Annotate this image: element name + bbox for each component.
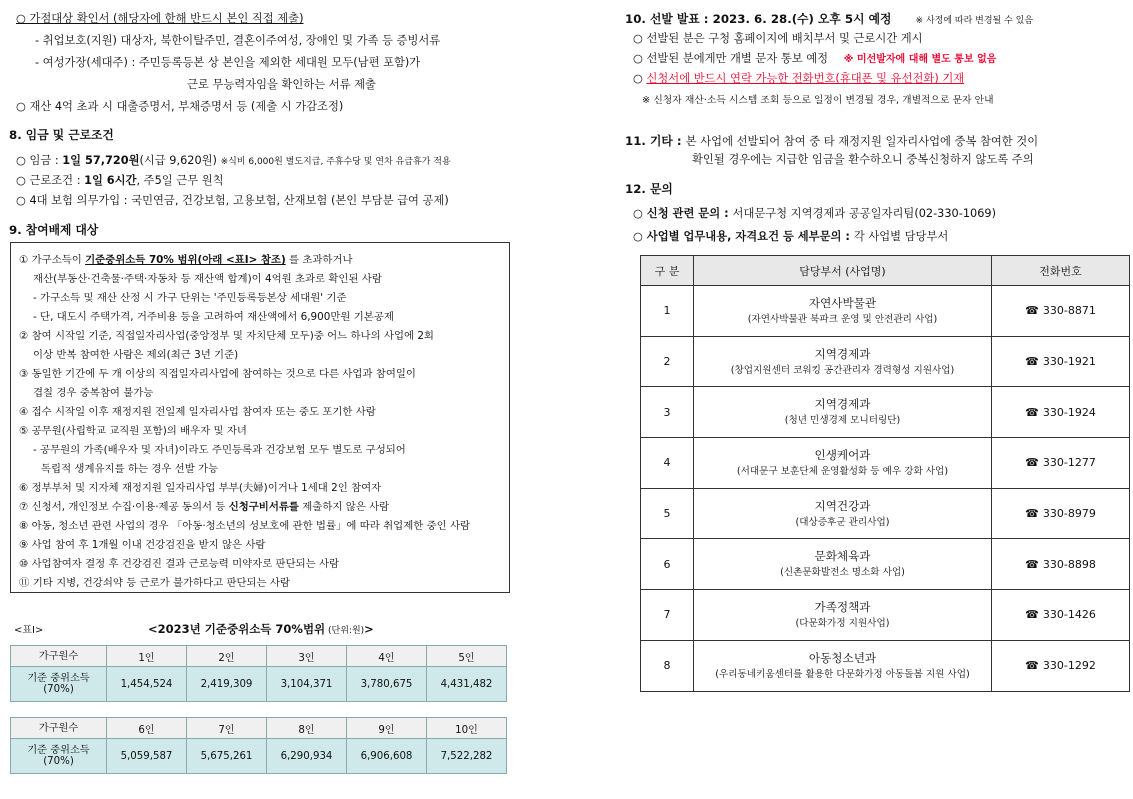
exclusion-3-cont: 겹칠 경우 중복참여 불가능 xyxy=(33,387,154,399)
wage-note: ※식비 6,000원 별도지급, 주휴수당 및 연차 유급휴가 적용 xyxy=(220,157,451,167)
exclusion-5-note-cont: 독립적 생계유지를 하는 경우 선발 가능 xyxy=(41,463,219,475)
announce-line-2-text: ○ 선발된 분에게만 개별 문자 통보 예정 xyxy=(633,52,829,65)
phone-icon: ☎ xyxy=(1025,608,1039,622)
exclusion-box xyxy=(10,242,510,593)
section-10-heading xyxy=(625,11,1033,29)
row-phone xyxy=(992,640,1130,691)
section-9-heading: 9. 참여배제 대상 xyxy=(9,223,99,237)
row-phone xyxy=(992,387,1130,438)
exclusion-11: ⑪ 기타 지병, 건강쇠약 등 근로가 불가하다고 판단되는 사람 xyxy=(19,577,290,589)
female-head-line-2: 근로 무능력자임을 확인하는 서류 제출 xyxy=(187,78,376,91)
exclusion-7-a: ⑦ 신청서, 개인정보 수집·이용·제공 동의서 등 xyxy=(19,501,229,513)
exclusion-1-c: 를 초과하거나 xyxy=(285,254,353,266)
income-table-title xyxy=(148,621,374,639)
income-cell: 7,522,282 xyxy=(427,739,507,774)
dept-name: 지역경제과 xyxy=(814,397,871,412)
income-table-2-header xyxy=(11,718,507,739)
employment-protection-line: - 취업보호(지원) 대상자, 북한이탈주민, 결혼이주여성, 장애인 및 가족 등 증빙서류 xyxy=(35,34,441,47)
phone-number: 330-1921 xyxy=(1042,355,1096,369)
inquiry-2-value: 각 사업별 담당부서 xyxy=(853,230,949,243)
income-table-2 xyxy=(10,717,507,774)
table-tag: <표Ⅰ> xyxy=(14,625,44,636)
row-phone xyxy=(992,590,1130,641)
phone-icon: ☎ xyxy=(1025,456,1039,470)
dept-name: 가족정책과 xyxy=(814,599,871,614)
wage-line xyxy=(16,153,451,170)
exclusion-6: ⑥ 정부부처 및 지자체 재정지원 일자리사업 부부(夫婦)이거나 1세대 2인 참여자 xyxy=(19,482,382,494)
section-10-text: 10. 선발 발표 : 2023. 6. 28.(수) 오후 5시 예정 xyxy=(625,12,892,26)
row-dept xyxy=(694,286,992,337)
table-row xyxy=(641,488,1130,539)
wage-hourly: (시급 9,620원) xyxy=(139,154,221,167)
household-cell: 8인 xyxy=(267,718,347,739)
exclusion-7-c: 제출하지 않은 사람 xyxy=(298,501,390,513)
section-11-line xyxy=(625,133,1038,150)
inquiry-1-value: 서대문구청 지역경제과 공공일자리팀(02-330-1069) xyxy=(732,207,996,220)
project-name: (우리동네키움센터를 활용한 다문화가정 아동돌봄 지원 사업) xyxy=(715,668,970,680)
median-income-label-1: 기준 중위소득 xyxy=(27,673,90,684)
exclusion-8: ⑧ 아동, 청소년 관련 사업의 경우 「아동·청소년의 성보호에 관한 법률」에 따라 취업제한 중인 사람 xyxy=(19,520,471,532)
household-cell: 4인 xyxy=(347,646,427,667)
exclusion-1-a: ① 가구소득이 xyxy=(19,254,86,266)
income-cell: 4,431,482 xyxy=(427,667,507,702)
exclusion-5-note: - 공무원의 가족(배우자 및 자녀)이라도 주민등록과 건강보험 모두 별도로 구성되어 xyxy=(33,444,406,456)
bonus-certificate-line xyxy=(16,11,303,27)
project-name: (자연사박물관 북파크 운영 및 안전관리 사업) xyxy=(747,313,938,325)
row-dept xyxy=(694,387,992,438)
median-income-label xyxy=(11,667,107,702)
dept-name: 아동청소년과 xyxy=(808,650,877,665)
project-name: (청년 민생경제 모니터링단) xyxy=(784,415,901,427)
table-row xyxy=(641,640,1130,691)
row-dept xyxy=(694,539,992,590)
income-table-1-values xyxy=(11,667,507,702)
project-name: (창업지원센터 코워킹 공간관리자 경력형성 지원사업) xyxy=(730,364,955,376)
household-cell: 9인 xyxy=(347,718,427,739)
section-11-line-2: 확인될 경우에는 지급한 임금을 환수하오니 중복신청하지 않도록 주의 xyxy=(692,153,1034,166)
income-table-1 xyxy=(10,645,507,702)
exclusion-4: ④ 접수 시작일 이후 재정지원 전일제 일자리사업 참여자 또는 중도 포기한 사람 xyxy=(19,406,376,418)
income-table-title-end: > xyxy=(364,622,374,636)
exclusion-1-cont: 재산(부동산·건축물·주택·자동차 등 재산액 합계)이 4억원 초과로 확인된 사람 xyxy=(33,273,382,285)
income-cell: 6,906,608 xyxy=(347,739,427,774)
dept-name: 지역경제과 xyxy=(814,346,871,361)
income-table-unit: (단위:원) xyxy=(325,626,365,636)
inquiry-1-label: ○ 신청 관련 문의 : xyxy=(633,207,733,220)
phone-number: 330-8979 xyxy=(1042,507,1096,521)
row-number: 5 xyxy=(641,488,694,539)
table-row xyxy=(641,387,1130,438)
phone-number: 330-1924 xyxy=(1042,405,1096,419)
row-phone xyxy=(992,539,1130,590)
household-cell: 2인 xyxy=(187,646,267,667)
household-cell: 1인 xyxy=(107,646,187,667)
header-dept: 담당부서 (사업명) xyxy=(694,256,992,286)
table-row xyxy=(641,438,1130,489)
row-phone xyxy=(992,286,1130,337)
phone-icon: ☎ xyxy=(1025,659,1039,673)
median-income-label-1: 기준 중위소득 xyxy=(27,745,90,756)
median-income-label xyxy=(11,739,107,774)
project-name: (신촌문화발전소 명소화 사업) xyxy=(780,567,905,579)
row-dept xyxy=(694,336,992,387)
income-cell: 2,419,309 xyxy=(187,667,267,702)
exclusion-1-note-2: - 단, 대도시 주택가격, 거주비용 등을 고려하여 재산액에서 6,900만원 기본공제 xyxy=(33,311,394,323)
row-dept xyxy=(694,488,992,539)
row-dept xyxy=(694,640,992,691)
exclusion-1 xyxy=(19,252,353,268)
row-number: 2 xyxy=(641,336,694,387)
announce-line-2 xyxy=(633,51,996,68)
cond-prefix: ○ 근로조건 : xyxy=(16,174,85,187)
wage-prefix: ○ 임금 : xyxy=(16,154,63,167)
dept-name: 자연사박물관 xyxy=(808,295,877,310)
project-name: (다문화가정 지원사업) xyxy=(795,617,890,629)
inquiry-line-1 xyxy=(633,206,996,222)
bonus-certificate-text: ○ 가점대상 확인서 (해당자에 한해 반드시 본인 직접 제출) xyxy=(16,12,304,25)
household-cell: 10인 xyxy=(427,718,507,739)
row-phone xyxy=(992,438,1130,489)
exclusion-2: ② 참여 시작일 기준, 직접일자리사업(중앙정부 및 자치단체 모두)중 어느 하나의 사업에 2회 xyxy=(19,330,434,342)
household-cell: 5인 xyxy=(427,646,507,667)
income-cell: 5,059,587 xyxy=(107,739,187,774)
contact-table-header xyxy=(641,256,1130,286)
income-cell: 1,454,524 xyxy=(107,667,187,702)
phone-number: 330-1426 xyxy=(1042,608,1096,622)
exclusion-5: ⑤ 공무원(사립학교 교직원 포함)의 배우자 및 자녀 xyxy=(19,425,247,437)
announce-line-3 xyxy=(633,71,964,87)
income-cell: 6,290,934 xyxy=(267,739,347,774)
row-phone xyxy=(992,488,1130,539)
phone-number: 330-8898 xyxy=(1042,557,1096,571)
income-table-2-values xyxy=(11,739,507,774)
row-number: 1 xyxy=(641,286,694,337)
household-cell: 7인 xyxy=(187,718,267,739)
exclusion-7-b: 신청구비서류를 xyxy=(228,501,299,513)
phone-icon: ☎ xyxy=(1025,405,1039,419)
announce-line-3-bullet: ○ xyxy=(633,72,647,85)
contact-table-body xyxy=(641,286,1130,692)
dept-name: 인생케어과 xyxy=(814,447,871,462)
project-name: (서대문구 보훈단체 운영활성화 등 예우 강화 사업) xyxy=(736,465,949,477)
exclusion-9: ⑨ 사업 참여 후 1개월 이내 건강검진을 받지 않은 사람 xyxy=(19,539,266,551)
phone-icon: ☎ xyxy=(1025,304,1039,318)
contact-table xyxy=(640,255,1130,692)
household-size-label: 가구원수 xyxy=(11,718,107,739)
median-income-label-2: (70%) xyxy=(43,756,74,767)
header-phone: 전화번호 xyxy=(992,256,1130,286)
dept-name: 문화체육과 xyxy=(814,549,871,564)
row-dept xyxy=(694,438,992,489)
female-head-line: - 여성가장(세대주) : 주민등록등본 상 본인을 제외한 세대원 모두(남편 포함)가 xyxy=(35,56,421,69)
phone-number: 330-1292 xyxy=(1042,659,1096,673)
table-row xyxy=(641,590,1130,641)
exclusion-10: ⑩ 사업참여자 결정 후 건강검진 결과 근로능력 미약자로 판단되는 사람 xyxy=(19,558,340,570)
section-12-heading: 12. 문의 xyxy=(625,182,673,196)
cond-hours: 1일 6시간 xyxy=(84,174,137,187)
exclusion-7 xyxy=(19,499,389,515)
announce-line-4: ※ 신청자 재산·소득 시스템 조회 등으로 일정이 변경될 경우, 개별적으로 문자 안내 xyxy=(642,95,994,106)
row-number: 3 xyxy=(641,387,694,438)
exclusion-1-b: 기준중위소득 70% 범위(아래 <표Ⅰ> 참조) xyxy=(85,254,286,266)
phone-icon: ☎ xyxy=(1025,507,1039,521)
cond-days: , 주5일 근무 원칙 xyxy=(136,174,224,187)
header-no: 구 분 xyxy=(641,256,694,286)
section-8-heading: 8. 임금 및 근로조건 xyxy=(9,128,114,142)
announce-line-1: ○ 선발된 분은 구청 홈페이지에 배치부서 및 근로시간 게시 xyxy=(633,32,923,45)
row-dept xyxy=(694,590,992,641)
row-number: 7 xyxy=(641,590,694,641)
dept-name: 지역건강과 xyxy=(814,498,871,513)
project-name: (대상증후군 관리사업) xyxy=(795,516,890,528)
income-table-1-header xyxy=(11,646,507,667)
phone-icon: ☎ xyxy=(1025,355,1039,369)
income-table-title-text: <2023년 기준중위소득 70%범위 xyxy=(148,622,326,636)
table-row xyxy=(641,286,1130,337)
section-10-note: ※ 사정에 따라 변경될 수 있음 xyxy=(915,16,1034,26)
wage-amount: 1일 57,720원 xyxy=(62,154,140,167)
exclusion-1-note-1: - 가구소득 및 재산 산정 시 가구 단위는 '주민등록등본상 세대원' 기준 xyxy=(33,292,347,304)
inquiry-2-label: ○ 사업별 업무내용, 자격요건 등 세부문의 : xyxy=(633,230,854,243)
income-cell: 5,675,261 xyxy=(187,739,267,774)
exclusion-3: ③ 동일한 기간에 두 개 이상의 직접일자리사업에 참여하는 것으로 다른 사업과 참여일이 xyxy=(19,368,416,380)
inquiry-line-2 xyxy=(633,229,948,245)
row-phone xyxy=(992,336,1130,387)
row-number: 6 xyxy=(641,539,694,590)
phone-number: 330-1277 xyxy=(1042,456,1096,470)
row-number: 8 xyxy=(641,640,694,691)
section-11-heading: 11. 기타 : xyxy=(625,134,686,148)
phone-number: 330-8871 xyxy=(1042,304,1096,318)
insurance-line: ○ 4대 보험 의무가입 : 국민연금, 건강보험, 고용보험, 산재보험 (본인 부담분 급여 공제) xyxy=(16,194,449,207)
household-cell: 6인 xyxy=(107,718,187,739)
exclusion-2-cont: 이상 반복 참여한 사람은 제외(최근 3년 기준) xyxy=(33,349,239,361)
row-number: 4 xyxy=(641,438,694,489)
table-row xyxy=(641,539,1130,590)
phone-icon: ☎ xyxy=(1025,557,1039,571)
announce-line-3-text: 신청서에 반드시 연락 가능한 전화번호(휴대폰 및 유선전화) 기재 xyxy=(646,72,965,85)
household-size-label: 가구원수 xyxy=(11,646,107,667)
announce-line-2-note: ※ 미선발자에 대해 별도 통보 없음 xyxy=(843,54,997,65)
work-condition-line xyxy=(16,173,224,189)
median-income-label-2: (70%) xyxy=(43,684,74,695)
section-11-text: 본 사업에 선발되어 참여 중 타 재정지원 일자리사업에 중복 참여한 것이 xyxy=(685,135,1039,148)
property-line: ○ 재산 4억 초과 시 대출증명서, 부채증명서 등 (제출 시 가감조정) xyxy=(16,100,344,113)
table-row xyxy=(641,336,1130,387)
income-cell: 3,780,675 xyxy=(347,667,427,702)
household-cell: 3인 xyxy=(267,646,347,667)
income-cell: 3,104,371 xyxy=(267,667,347,702)
